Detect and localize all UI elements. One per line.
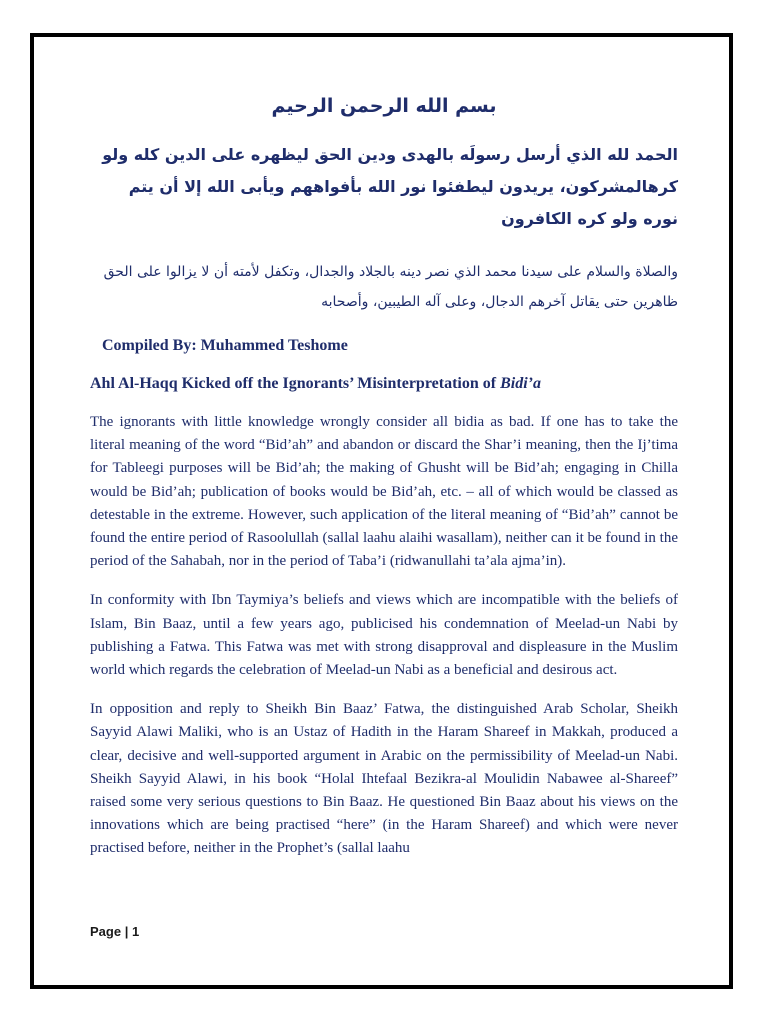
paragraph-3: In opposition and reply to Sheikh Bin Baaz’ Fatwa, the distinguished Arab Scholar, Sheikh Sayyid Alawi Maliki, who is an Ustaz of Hadith in the Haram Shareef in Makkah, produced a clear, decisive and well-supported argument in Arabic on the permissibility of Meelad-un Nabi. Sheikh Sayyid Alawi, in his book “Holal Ihtefaal Bezikra-al Moulidin Nabawee al-Shareef” raised some very serious questions to Bin Baaz. He questioned Bin Baaz about his views on the innovations which are being practised “here” (in the Haram Shareef) and which were never practised before, neither in the Prophet’s (sallal laahu [90, 701, 678, 857]
article-title-main: Ahl Al-Haqq Kicked off the Ignorants’ Misinterpretation of [90, 375, 501, 392]
document-body [90, 95, 678, 877]
article-title-italic: Bidi’a [500, 375, 541, 392]
arabic-praise: الحمد لله الذي أرسل رسولَه بالهدى ودين الحق ليظهره على الدين كله ولو كرهالمشركون، يريدون ليطفئوا نور الله بأفواههم ويأبى الله إلا أن يتم نوره ولو كره الكافرون [102, 145, 678, 228]
footer-page-label: Page [90, 924, 122, 939]
footer-page-number: 1 [131, 924, 140, 939]
paragraph-1: The ignorants with little knowledge wrongly consider all bidia as bad. If one has to take the literal meaning of the word “Bid’ah” and abandon or discard the Shar’i meaning, then the Ij’tima for Tableegi purposes will be Bid’ah; the making of Ghusht will be Bid’ah; engaging in Chilla would be Bid’ah; publication of books would be Bid’ah, etc. – all of which would be classed as detestable in the extreme. However, such application of the literal meaning of “Bid’ah” cannot be found the entire period of Rasoolullah (sallal laahu alaihi wasallam), neither can it be found in the period of the Sahabah, nor in the period of Taba’i (ridwanullahi ta’ala ajma’in). [90, 414, 678, 570]
compiled-by: Compiled By: Muhammed Teshome [102, 337, 348, 354]
paragraph-2: In conformity with Ibn Taymiya’s beliefs and views which are incompatible with the beliefs of Islam, Bin Baaz, until a few years ago, publicised his condemnation of Meelad-un Nabi by publishing a Fatwa. This Fatwa was met with strong disapproval and displeasure in the Muslim world which regards the celebration of Meelad-un Nabi as a beneficial and desirous act. [90, 592, 678, 679]
page-footer [90, 924, 139, 939]
article-title [90, 375, 678, 393]
footer-separator: | [124, 924, 129, 939]
basmala-heading: بسم الله الرحمن الرحيم [271, 95, 497, 117]
arabic-salutation: والصلاة والسلام على سيدنا محمد الذي نصر دينه بالجلاد والجدال، وتكفل لأمته أن لا يزالوا على الحق ظاهرين حتى يقاتل آخرهم الدجال، وعلى آله الطيبين، وأصحابه [103, 264, 678, 310]
